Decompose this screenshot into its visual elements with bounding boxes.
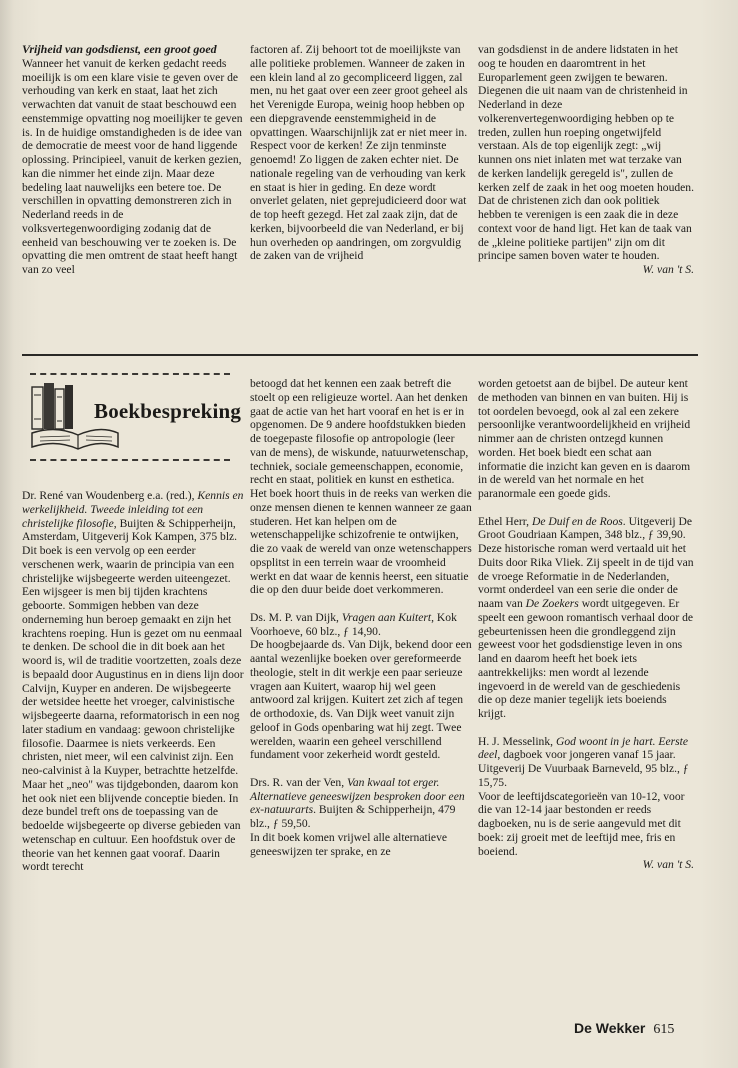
review-publisher: . Uitgeverij De Groot Goudriaan Kampen, 348 blz., ƒ 39,90.: [478, 514, 692, 542]
boekbespreking-title: Boekbespreking: [94, 399, 242, 423]
review-body: Dit boek is een vervolg op een eerder verschenen werk, waarin de principia van een christelijke wijsbegeerte werden uiteengezet. Een wijsgeer is men bij tijden krachtens geboorte. Sommigen hebben van deze onderneming hun beroep gemaakt en zijn het krachtens roeping. Hun is gezet om nu eenmaal te denken. De school die in dit boek aan het woord is, wil de traditie voortzetten, zoals deze is bepaald door Augustinus en in diens lijn door Calvijn, Kuyper en anderen. De wijsbegeerte der wetsidee heette het vroeger, calvinistische wijsbegeerte daarna, reformatorisch in een nog later stadium en vandaag: gewoon christelijke filosofie. Daarmee is niets verkeerds. Een christen, niet meer, wil een calvinist zijn. Een neo-calvinist à la Kuyper, betrachtte hetzelfde. Maar het „neo" was tijdgebonden, daarom kon het ook niet een blijvende conceptie bieden. In deze bundel treft ons de toepassing van de bedoelde wijsbegeerte op diverse gebieden van wetenschap en cultuur. Een hoofdstuk over de theorie van het kennen gaat vooraf. Daarin wordt terecht: [22, 544, 244, 874]
logo-dashed-rule-bottom: [30, 459, 230, 461]
review-author: Ethel Herr,: [478, 514, 530, 528]
author-signature: W. van 't S.: [642, 263, 694, 276]
review-publisher: , Kok Voorhoeve, 60 blz., ƒ 14,90.: [250, 610, 457, 638]
top-column-1: [22, 43, 244, 277]
review-body: worden getoetst aan de bijbel. De auteur kent de methoden van binnen en van buiten. Hij is tot oordelen bevoegd, ook al zal een zekere persoonlijke verantwoordelijkheid en vrijheid nimmer aan de christen ontzegd kunnen worden. Het boek biedt een schat aan informatie die inzicht kan geven en is daarom in de wereld van het normale en het paranormale een goede gids.: [478, 377, 691, 500]
review-title: Van kwaal tot erger. Alternatieve geneeswijzen besproken door een ex-natuurarts: [250, 775, 465, 817]
review-title: De Duif en de Roos: [531, 514, 623, 528]
review-title: Vragen aan Kuitert: [341, 610, 432, 624]
page-number: 615: [653, 1022, 675, 1037]
author-signature: W. van 't S.: [642, 858, 694, 872]
article-body: van godsdienst in de andere lidstaten in het oog te houden en daaromtrent in het Europarlement geen zwijgen te bewaren. Diegenen die uit naam van de christenheid in Nederland in deze volkerenvertegenwoordiging hebben op te treden, zullen hun roeping ongetwijfeld verstaan. Als de top eigenlijk zegt: „wij kunnen ons niet inlaten met wat terzake van de kerken landelijk geregeld is", zullen de kerken zelf de zaak in het oog moeten houden. Dat de christenen zich dan ook politiek hebben te verenigen is een zaak die in deze context voor de hand ligt. Het kan de taak van de „kleine politieke partijen" zijn om dit principe samen boven water te houden.: [478, 43, 695, 263]
review-title: Kennis en werkelijkheid. Tweede inleiding tot een christelijke filosofie: [22, 489, 244, 530]
top-column-3: [478, 43, 694, 277]
review-publisher: , dagboek voor jongeren vanaf 15 jaar. Uitgeverij De Vuurbaak Barneveld, 95 blz., ƒ 15,75.: [478, 748, 689, 789]
magazine-name: De Wekker: [574, 1020, 646, 1036]
review-body: In dit boek komen vrijwel alle alternatieve geneeswijzen ter sprake, en ze: [250, 830, 448, 858]
review-body: De hoogbejaarde ds. Van Dijk, bekend door een aantal wezenlijke boeken over gereformeerde theologie, stelt in dit werkje een paar serieuze vragen aan Kuitert, waarop hij wel geen antwoord zal krijgen. Kuitert zet zich af tegen de orthodoxie, ds. Van Dijk weet vanuit zijn geloof in Gods openbaring wat hij zegt. Twee werelden, waarin een geheel verschillend fundament voor zekerheid wordt gesteld.: [250, 638, 472, 762]
page-footer: [574, 1020, 674, 1038]
review-citation: [250, 611, 472, 639]
logo-dashed-rule-top: [30, 373, 230, 375]
review-title: God woont in je hart. Eerste deel: [478, 734, 688, 762]
review-column-1: [22, 489, 244, 874]
review-citation: [22, 489, 244, 544]
review-author: Drs. R. van der Ven,: [250, 775, 345, 789]
review-citation: [478, 735, 694, 790]
review-column-3: [478, 377, 694, 872]
review-citation: [478, 515, 694, 543]
review-author: Dr. René van Woudenberg e.a. (red.),: [22, 489, 195, 502]
review-citation: [250, 776, 472, 831]
review-author: H. J. Messelink,: [478, 734, 554, 748]
section-divider: [22, 354, 698, 356]
review-body: Voor de leeftijdscategorieën van 10-12, voor die van 12-14 jaar bestonden er reeds dagboeken, nu is de serie aangevuld met dit boek: zij groeit met de leeftijd mee, fris en boeiend.: [478, 789, 685, 858]
review-publisher: . Buijten & Schipperheijn, 479 blz., ƒ 59,50.: [250, 803, 456, 830]
series-title: De Zoekers: [525, 597, 579, 610]
boekbespreking-logo: [22, 363, 244, 473]
review-author: Ds. M. P. van Dijk,: [250, 610, 339, 624]
article-body: factoren af. Zij behoort tot de moeilijkste van alle politieke problemen. Wanneer de zaken in een klein land al zo gecompliceerd liggen, zal men, nu het gaat over een zeer groot geheel als het Verenigde Europa, weinig hoop hebben op een diepgravende eenstemmigheid in de opvattingen. Waarschijnlijk zat er niet meer in. Respect voor de kerken! Ze zijn tenminste genoemd! Zo liggen de zaken echter niet. De nationale regeling van de verhouding van kerk en staat is hier in geding. En deze wordt onverlet gelaten, niet geprejudicieerd door wat de top heeft gezegd. Het zal zaak zijn, dat de kerken, bijvoorbeeld die van Nederland, er bij hun overheden op aandringen, om zorgvuldig de zaken van de vrijheid: [250, 43, 468, 263]
review-publisher: , Buijten & Schipperheijn, Amsterdam, Uitgeverij Kok Kampen, 375 blz.: [22, 516, 238, 544]
review-column-2: [250, 377, 472, 858]
review-body: betoogd dat het kennen een zaak betreft die stoelt op een religieuze wortel. Aan het denken gaat de actie van het hart vooraf en het is er in opgenomen. De 9 andere hoofdstukken bieden de toegepaste filosofie op antropologie (leer van de mens), de wiskunde, natuurwetenschap, techniek, sociale gemeenschappen, economie, recht en staat, politiek en kunst en esthetica. Het boek hoort thuis in de reeks van werken die onze mensen dienen te kennen wanneer ze gaan studeren. Het kan helpen om de wetenschappelijke schizofrenie te ontwijken, die zo vaak de wereld van onze wetenschappers opsplitst in een terrein waar de vroomheid werkt en dat waar de kennis heerst, een situatie die op den duur beide doet verkommeren.: [250, 377, 472, 597]
review-body: Deze historische roman werd vertaald uit het Duits door Rika Vliek. Zij speelt in de tijd van de vroege Reformatie in de Nederlanden, vormt onderdeel van een serie die onder de naam van De Zoekers wordt uitgegeven. Er speelt een gewoon romantisch verhaal door de gebeurtenissen heen die grondleggend zijn geweest voor het godsdienstige leven in ons land en daarom heeft het boek iets aantrekkelijks: men wordt al lezende ingevoerd in de wereld van de geschiedenis die op deze manier tegelijk iets boeiends krijgt.: [478, 542, 694, 720]
top-column-2: [250, 43, 472, 263]
article-body: Wanneer het vanuit de kerken gedacht reeds moeilijk is om een klare visie te geven over de verhouding van kerk en staat, laat het zich verwachten dat vanuit de staat beschouwd een eenstemmige opvatting nog moeilijker te geven is. In de huidige omstandigheden is de idee van de democratie de meest voor de hand liggende oplossing. Principieel, vanuit de kerken gezien, kan die nimmer het einde zijn. Maar deze bedeling laat nauwelijks een betere toe. De verschillen in opvatting demonstreren zich in Nederland reeds in de volksvertegenwoordiging zodanig dat de eenheid van beschouwing ver te zoeken is. De opvatting die men omtrent de staat heeft hangt van zo veel: [22, 56, 243, 276]
article-heading: Vrijheid van godsdienst, een groot goed: [22, 42, 217, 56]
